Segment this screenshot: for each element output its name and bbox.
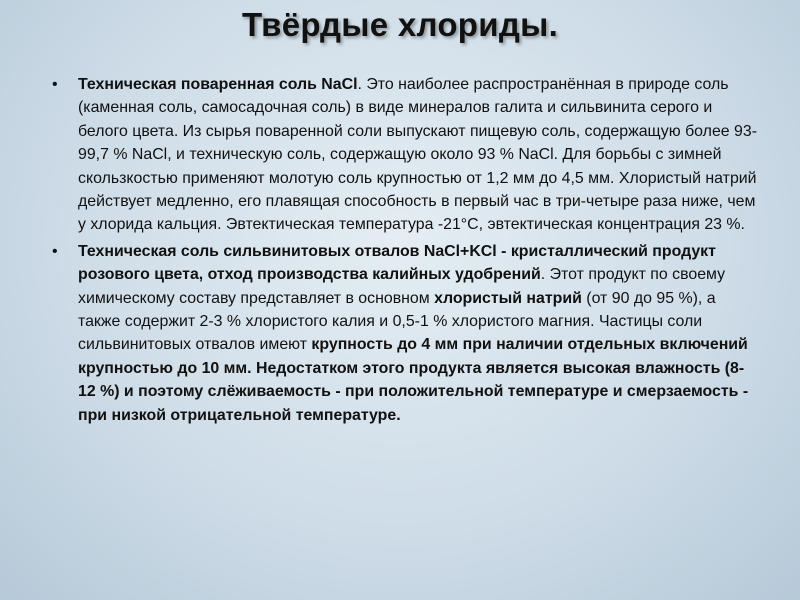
bullet-text-bold: хлористый натрий [434, 289, 582, 307]
bullet-text-bold: крупность до 4 мм при наличии отдельных включений крупностью до 10 мм. Недостатком этого продукта является высокая влажность (8-12 %) и поэтому слёживаемость - при положительной температуре и смерзаемость - при низкой отрицательной температуре. [78, 336, 749, 424]
bullet-marker: • [52, 242, 58, 260]
bullet-item [48, 240, 758, 427]
bullet-text-bold: Техническая поваренная соль NaCl [78, 76, 358, 93]
slide-title: Твёрдые хлориды. [241, 6, 559, 43]
bullet-item [48, 73, 758, 237]
bullet-list [48, 73, 758, 430]
bullet-text: . Этот продукт по своему химическому составу представляет в основном [78, 266, 726, 307]
bullet-text: . Это наиболее распространённая в природе соль (каменная соль, самосадочная соль) в виде минералов галита и сильвинита серого и белого цвета. Из сырья поваренной соли выпускают пищевую соль, содержащую более 93-99,7 % NaCl, и техническую соль, содержащую около 93 % NaCl. Для борьбы с зимней скользкостью применяют молотую соль крупностью от 1,2 мм до 4,5 мм. Хлористый натрий действует медленно, его плавящая способность в первый час в три-четыре раза ниже, чем у хлорида кальция. Эвтектическая температура -21°С, эвтектическая концентрация 23 %. [78, 76, 757, 234]
bullet-marker: • [52, 76, 58, 93]
bullet-text: (от 90 до 95 %), а также содержит 2-3 % хлористого калия и 0,5-1 % хлористого магния. Частицы соли сильвинитовых отвалов имеют [78, 289, 716, 354]
bullet-text-bold: Техническая соль сильвинитовых отвалов NaCl+KCl - кристаллический продукт розового цвета, отход производства калийных удобрений [78, 242, 716, 284]
